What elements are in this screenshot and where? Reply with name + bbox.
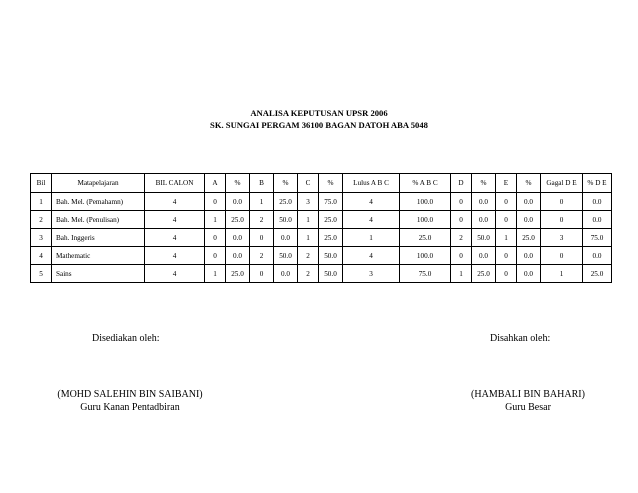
table-cell: 0 (496, 193, 517, 211)
table-row (31, 265, 612, 283)
table-cell: 0 (250, 265, 274, 283)
table-cell: 0 (205, 229, 226, 247)
table-cell: 0.0 (517, 247, 541, 265)
table-cell: 0.0 (583, 247, 612, 265)
table-cell: 1 (541, 265, 583, 283)
table-cell: 0 (496, 265, 517, 283)
results-table (30, 173, 612, 283)
table-cell: 0 (541, 247, 583, 265)
table-cell: 0 (541, 211, 583, 229)
table-row (31, 229, 612, 247)
subject-cell: Bah. Mel. (Pemahamn) (52, 193, 145, 211)
table-cell: 25.0 (226, 265, 250, 283)
table-cell: 0.0 (226, 229, 250, 247)
school-subtitle: SK. SUNGAI PERGAM 36100 BAGAN DATOH ABA 5048 (210, 120, 428, 130)
table-cell: 25.0 (472, 265, 496, 283)
table-cell: 4 (145, 247, 205, 265)
column-header: C (298, 174, 319, 193)
column-header: Bil (31, 174, 52, 193)
subject-cell: Mathematic (52, 247, 145, 265)
table-cell: 100.0 (400, 247, 451, 265)
table-cell: 4 (145, 265, 205, 283)
column-header: Matapelajaran (52, 174, 145, 193)
table-cell: 2 (250, 247, 274, 265)
prepared-by-label: Disediakan oleh: (92, 333, 160, 344)
table-row (31, 211, 612, 229)
table-cell: 1 (343, 229, 400, 247)
table-cell: 0 (451, 193, 472, 211)
table-cell: 0.0 (517, 193, 541, 211)
table-cell: 4 (145, 193, 205, 211)
approver-role: Guru Besar (505, 402, 551, 413)
column-header: D (451, 174, 472, 193)
table-cell: 4 (343, 247, 400, 265)
table-cell: 3 (298, 193, 319, 211)
table-cell: 2 (298, 265, 319, 283)
table-cell: 75.0 (319, 193, 343, 211)
table-cell: 0 (250, 229, 274, 247)
table-cell: 2 (250, 211, 274, 229)
table-cell: 3 (541, 229, 583, 247)
table-cell: 0.0 (583, 193, 612, 211)
table-cell: 0 (541, 193, 583, 211)
report-title: ANALISA KEPUTUSAN UPSR 2006 (250, 108, 388, 118)
table-cell: 2 (31, 211, 52, 229)
table-row (31, 193, 612, 211)
table-cell: 1 (205, 211, 226, 229)
table-cell: 4 (145, 211, 205, 229)
column-header: % (226, 174, 250, 193)
table-cell: 1 (496, 229, 517, 247)
table-cell: 50.0 (274, 247, 298, 265)
table-cell: 25.0 (226, 211, 250, 229)
table-cell: 25.0 (400, 229, 451, 247)
table-cell: 0.0 (226, 247, 250, 265)
table-cell: 25.0 (319, 211, 343, 229)
table-cell: 2 (298, 247, 319, 265)
table-cell: 4 (145, 229, 205, 247)
table-cell: 75.0 (400, 265, 451, 283)
table-cell: 0.0 (517, 211, 541, 229)
table-cell: 100.0 (400, 193, 451, 211)
column-header: % (274, 174, 298, 193)
table-cell: 0 (451, 211, 472, 229)
table-cell: 1 (31, 193, 52, 211)
table-cell: 3 (31, 229, 52, 247)
table-cell: 0.0 (226, 193, 250, 211)
table-row (31, 247, 612, 265)
table-cell: 1 (298, 211, 319, 229)
table-cell: 1 (205, 265, 226, 283)
column-header: B (250, 174, 274, 193)
column-header: A (205, 174, 226, 193)
table-cell: 2 (451, 229, 472, 247)
table-cell: 0 (496, 247, 517, 265)
table-cell: 25.0 (274, 193, 298, 211)
subject-cell: Bah. Mel. (Penulisan) (52, 211, 145, 229)
column-header: % (517, 174, 541, 193)
column-header: BIL CALON (145, 174, 205, 193)
table-cell: 0 (496, 211, 517, 229)
subject-cell: Sains (52, 265, 145, 283)
table-cell: 1 (250, 193, 274, 211)
table-cell: 50.0 (274, 211, 298, 229)
approver-name: (HAMBALI BIN BAHARI) (471, 389, 585, 400)
table-cell: 0.0 (472, 193, 496, 211)
table-cell: 100.0 (400, 211, 451, 229)
column-header: % A B C (400, 174, 451, 193)
column-header: % (319, 174, 343, 193)
approved-by-label: Disahkan oleh: (490, 333, 551, 344)
table-cell: 3 (343, 265, 400, 283)
table-cell: 4 (31, 247, 52, 265)
table-cell: 0 (451, 247, 472, 265)
column-header: E (496, 174, 517, 193)
preparer-role: Guru Kanan Pentadbiran (80, 402, 180, 413)
table-cell: 0 (205, 193, 226, 211)
table-cell: 0.0 (274, 229, 298, 247)
table-cell: 75.0 (583, 229, 612, 247)
table-cell: 1 (451, 265, 472, 283)
table-cell: 25.0 (319, 229, 343, 247)
table-cell: 4 (343, 211, 400, 229)
column-header: Gagal D E (541, 174, 583, 193)
column-header: Lulus A B C (343, 174, 400, 193)
table-header-row (31, 174, 612, 193)
preparer-name: (MOHD SALEHIN BIN SAIBANI) (57, 389, 203, 400)
table-cell: 5 (31, 265, 52, 283)
subject-cell: Bah. Inggeris (52, 229, 145, 247)
table-cell: 0.0 (274, 265, 298, 283)
column-header: % D E (583, 174, 612, 193)
table-cell: 0.0 (517, 265, 541, 283)
table-cell: 25.0 (517, 229, 541, 247)
table-body (31, 193, 612, 283)
table-cell: 4 (343, 193, 400, 211)
column-header: % (472, 174, 496, 193)
table-cell: 1 (298, 229, 319, 247)
table-cell: 0.0 (472, 211, 496, 229)
table-cell: 50.0 (319, 265, 343, 283)
table-cell: 25.0 (583, 265, 612, 283)
table-cell: 0.0 (583, 211, 612, 229)
table-cell: 50.0 (319, 247, 343, 265)
table-cell: 0.0 (472, 247, 496, 265)
table-cell: 50.0 (472, 229, 496, 247)
table-cell: 0 (205, 247, 226, 265)
